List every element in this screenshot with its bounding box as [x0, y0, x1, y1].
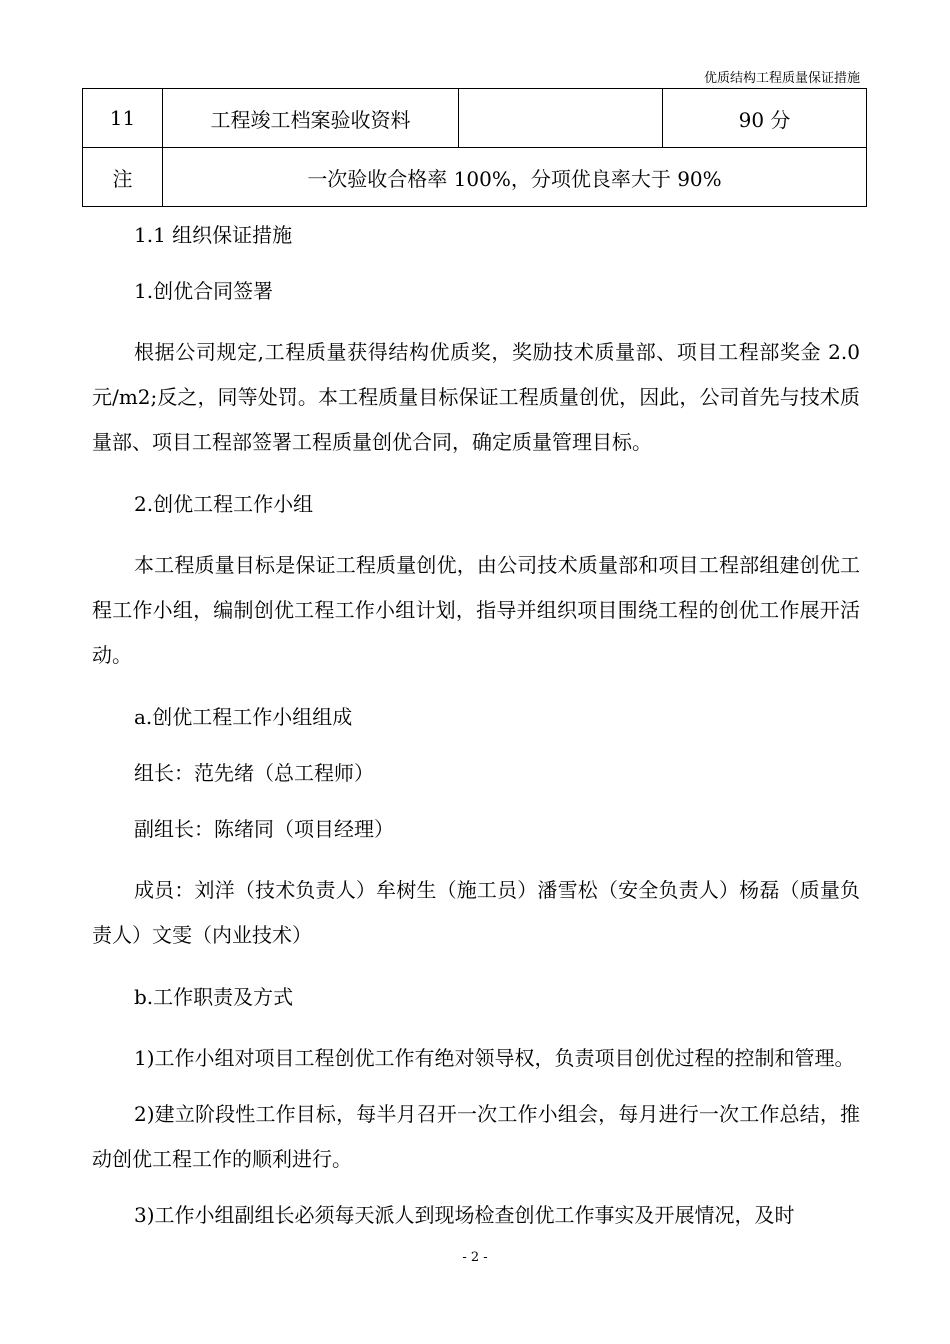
table-row: [83, 89, 867, 148]
list-item: 1)工作小组对项目工程创优工作有绝对领导权，负责项目创优过程的控制和管理。: [134, 1046, 855, 1070]
document-body: [92, 207, 860, 1238]
paragraph: 本工程质量目标是保证工程质量创优，由公司技术质量部和项目工程部组建创优工程工作小组，编制创优工程工作小组计划，指导并组织项目围绕工程的创优工作展开活动。: [92, 553, 860, 667]
subsection-title: 2.创优工程工作小组: [134, 492, 314, 516]
list-heading: a.创优工程工作小组组成: [134, 705, 353, 729]
paragraph: 根据公司规定,工程质量获得结构优质奖，奖励技术质量部、项目工程部奖金 2.0 元/m2;反之，同等处罚。本工程质量目标保证工程质量创优，因此，公司首先与技术质量部、项目工程部签署工程质量创优合同，确定质量管理目标。: [92, 340, 860, 454]
blank-cell: [459, 89, 663, 148]
list-item: 成员：刘洋（技术负责人）牟树生（施工员）潘雪松（安全负责人）杨磊（质量负责人）文雯（内业技术）: [92, 878, 860, 947]
list-item: 2)建立阶段性工作目标，每半月召开一次工作小组会，每月进行一次工作总结，推动创优工程工作的顺利进行。: [92, 1102, 860, 1171]
score-table: [82, 88, 867, 207]
table-row: [83, 148, 867, 207]
section-title: 1.1 组织保证措施: [134, 223, 293, 247]
row-number-cell: 11: [83, 89, 163, 148]
list-heading: b.工作职责及方式: [134, 985, 294, 1009]
subsection-title: 1.创优合同签署: [134, 279, 274, 303]
score-cell: 90 分: [663, 89, 867, 148]
running-header: 优质结构工程质量保证措施: [703, 71, 860, 86]
note-cell: 一次验收合格率 100%，分项优良率大于 90%: [163, 148, 867, 207]
note-label-cell: 注: [83, 148, 163, 207]
list-item: 副组长：陈绪同（项目经理）: [134, 817, 394, 841]
page-number: - 2 -: [462, 1250, 488, 1265]
item-name-cell: 工程竣工档案验收资料: [163, 89, 459, 148]
list-item: 3)工作小组副组长必须每天派人到现场检查创优工作事实及开展情况，及时: [134, 1203, 795, 1227]
list-item: 组长：范先绪（总工程师）: [134, 761, 374, 785]
